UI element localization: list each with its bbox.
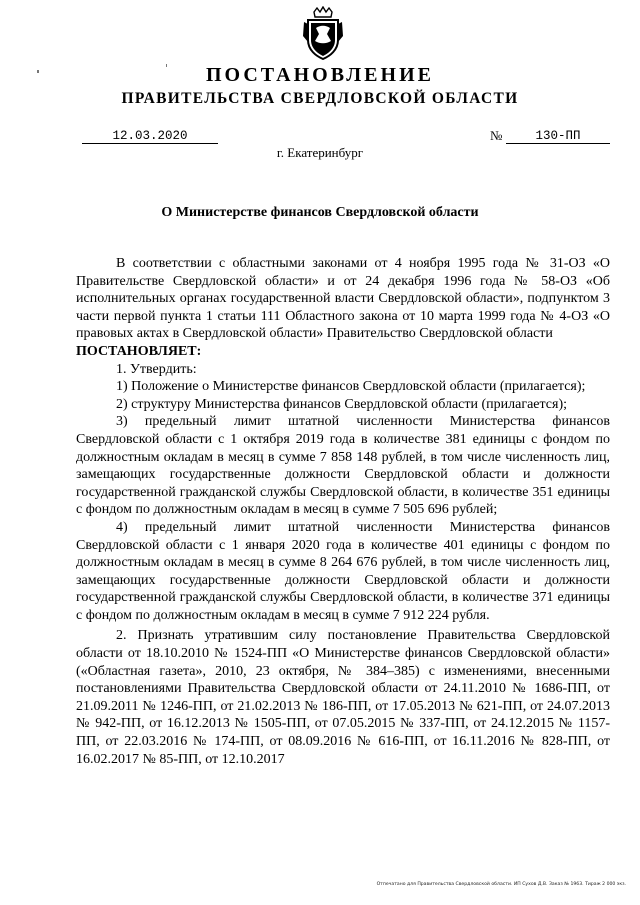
document-number: 130-ПП <box>506 129 610 144</box>
number-label: № <box>490 128 503 143</box>
item-1-1: 1) Положение о Министерстве финансов Свердловской области (прилагается); <box>116 379 586 395</box>
document-subject: О Министерстве финансов Свердловской области <box>161 205 479 220</box>
item-1-3: 3) предельный лимит штатной численности Министерства финансов Свердловской области с 1 октября 2019 года в количестве 381 единицы с фондом по должностным окладам в месяц в сумме 7 858 148 рублей, в том числе численность лиц, замещающих государственные должности Свердловской области и должности государственной гражданской службы Свердловской области, в количестве 351 единицы с фондом по должностным окладам в месяц в сумме 7 505 696 рублей; <box>76 414 610 518</box>
scan-speck <box>166 64 167 67</box>
item-1-4: 4) предельный лимит штатной численности Министерства финансов Свердловской области с 1 января 2020 года в количестве 401 единицы с фондом по должностным окладам в месяц в сумме 8 264 676 рублей, в том числе численность лиц, замещающих государственные должности Свердловской области и должности государственной гражданской службы Свердловской области, в количестве 371 единицы с фондом по должностным окладам в месяц в сумме 7 912 224 рубля. <box>76 519 610 623</box>
document-city: г. Екатеринбург <box>276 145 364 160</box>
document-title: ПОСТАНОВЛЕНИЕ <box>206 64 434 86</box>
print-footer: Отпечатано для Правительства Свердловской области. ИП Сухов Д.В. Заказ № 1963. Тираж 2 000 экз. <box>376 882 626 887</box>
item-1: 1. Утвердить: <box>116 361 197 377</box>
document-subtitle: ПРАВИТЕЛЬСТВА СВЕРДЛОВСКОЙ ОБЛАСТИ <box>121 90 519 107</box>
item-1-2: 2) структуру Министерства финансов Свердловской области (прилагается); <box>116 396 568 412</box>
document-body <box>76 255 610 768</box>
document-date: 12.03.2020 <box>82 129 218 144</box>
item-2: 2. Признать утратившим силу постановление Правительства Свердловской области от 18.10.2010 № 1524-ПП «О Министерстве финансов Свердловской области» («Областная газета», 2010, 23 октября, № 384–385) с изменениями, внесенными постановлениями Правительства Свердловской области от 24.11.2010 № 1686-ПП, от 21.09.2011 № 1246-ПП, от 21.02.2013 № 186-ПП, от 17.05.2013 № 621-ПП, от 24.07.2013 № 942-ПП, от 16.12.2013 № 1505-ПП, от 07.05.2015 № 337-ПП, от 24.12.2015 № 1157-ПП, от 22.03.2016 № 174-ПП, от 08.09.2016 № 616-ПП, от 16.11.2016 № 828-ПП, от 16.02.2017 № 85-ПП, от 12.10.2017 <box>76 628 610 767</box>
coat-of-arms-icon <box>300 6 346 60</box>
decree-heading: ПОСТАНОВЛЯЕТ: <box>76 343 202 359</box>
scan-speck <box>37 70 39 73</box>
preamble-paragraph: В соответствии с областными законами от 4 ноября 1995 года № 31-ОЗ «О Правительстве Свердловской области» и от 24 декабря 1996 года № 58-ОЗ «Об исполнительных органах государственной власти Свердловской области», подпунктом 3 части первой пункта 1 статьи 111 Областного закона от 10 марта 1999 года № 4-ОЗ «О правовых актах в Свердловской области» Правительство Свердловской области <box>76 256 610 342</box>
